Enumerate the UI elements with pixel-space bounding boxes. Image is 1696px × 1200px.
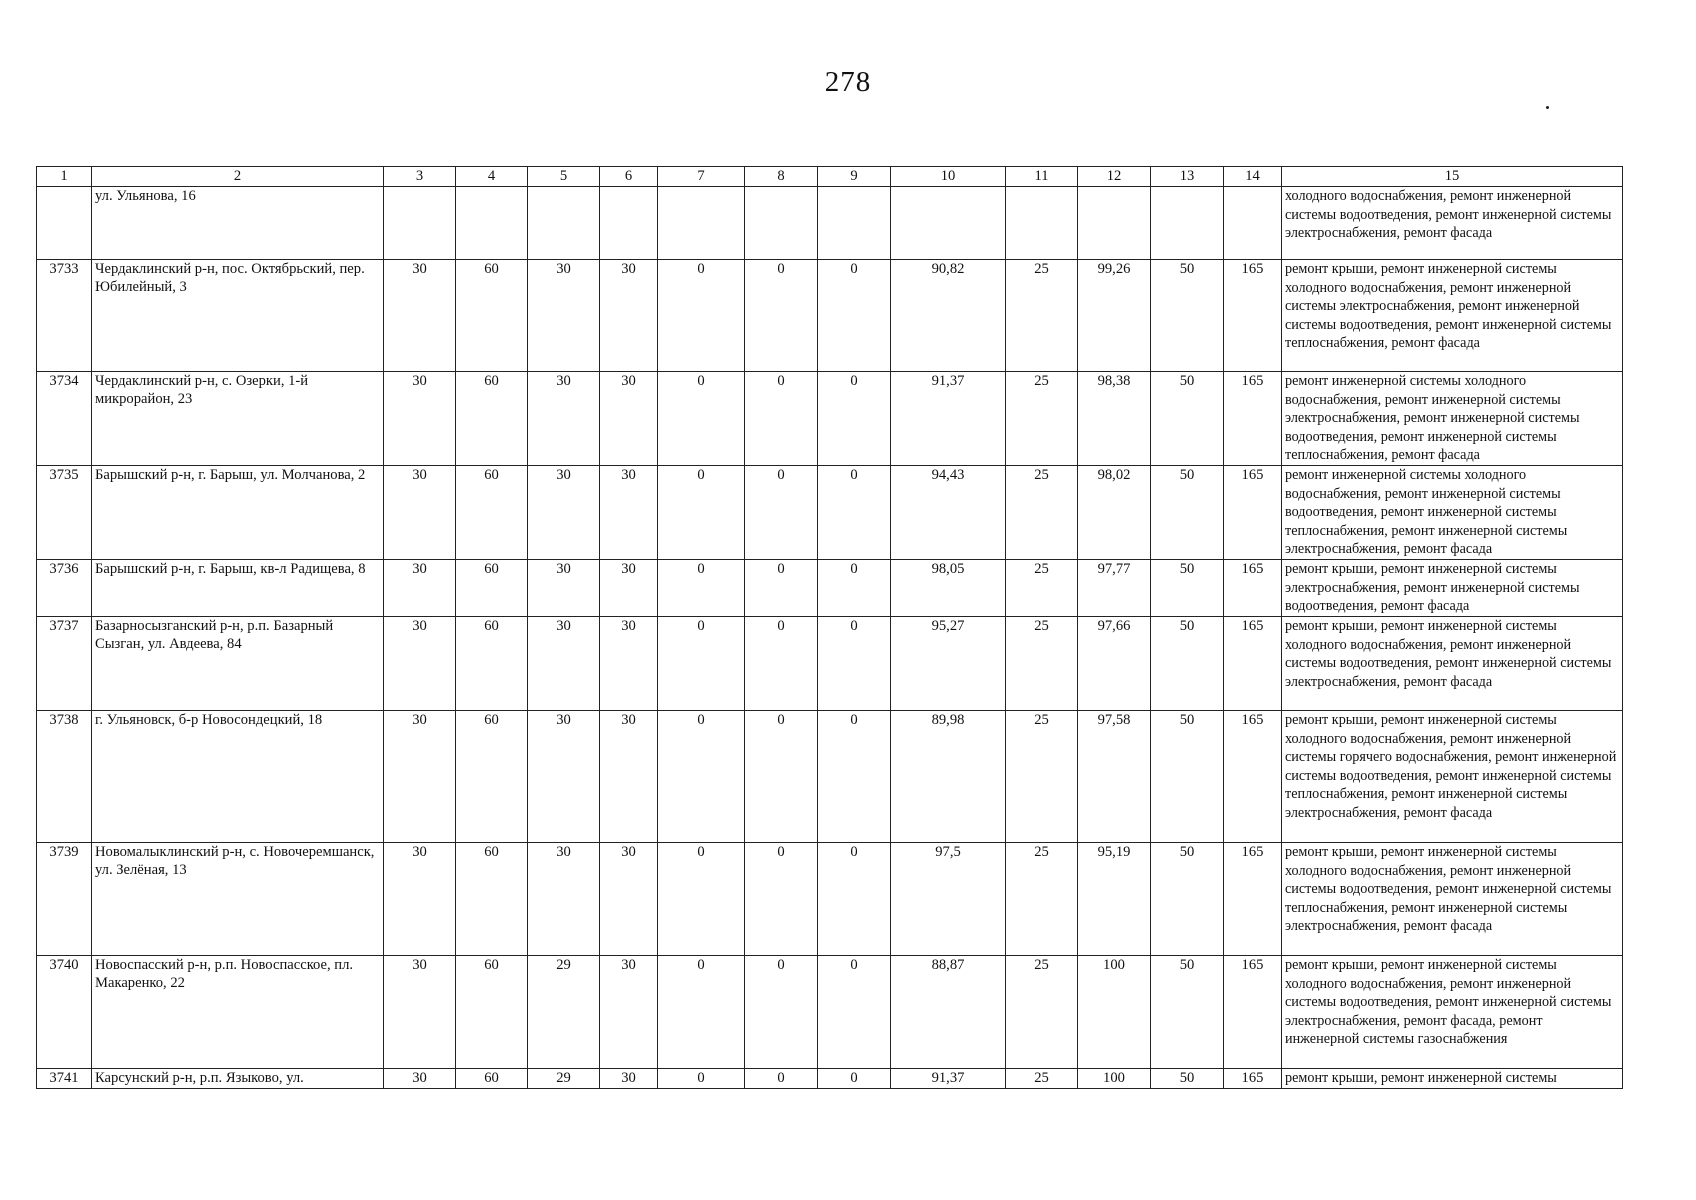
scan-speck bbox=[1546, 106, 1549, 109]
value-cell: 90,82 bbox=[891, 260, 1006, 372]
value-cell bbox=[1151, 187, 1224, 260]
address-cell: Чердаклинский р-н, пос. Октябрьский, пер. Юбилейный, 3 bbox=[92, 260, 384, 372]
works-cell: ремонт крыши, ремонт инженерной системы холодного водоснабжения, ремонт инженерной системы водоотведения, ремонт инженерной системы электроснабжения, ремонт фасада, ремонт инженерной системы газоснабжения bbox=[1282, 956, 1623, 1069]
value-cell bbox=[528, 187, 600, 260]
value-cell: 50 bbox=[1151, 711, 1224, 843]
value-cell: 0 bbox=[658, 560, 745, 617]
value-cell: 30 bbox=[384, 956, 456, 1069]
row-number: 3733 bbox=[37, 260, 92, 372]
value-cell: 165 bbox=[1224, 466, 1282, 560]
value-cell bbox=[384, 187, 456, 260]
value-cell: 25 bbox=[1006, 711, 1078, 843]
value-cell: 0 bbox=[745, 560, 818, 617]
value-cell: 30 bbox=[528, 843, 600, 956]
table-row bbox=[37, 560, 1623, 617]
value-cell: 30 bbox=[528, 372, 600, 466]
column-header: 3 bbox=[384, 167, 456, 187]
address-cell: Базарносызганский р-н, р.п. Базарный Сызган, ул. Авдеева, 84 bbox=[92, 617, 384, 711]
column-header: 2 bbox=[92, 167, 384, 187]
value-cell: 60 bbox=[456, 617, 528, 711]
table-row bbox=[37, 843, 1623, 956]
value-cell: 94,43 bbox=[891, 466, 1006, 560]
value-cell: 50 bbox=[1151, 466, 1224, 560]
value-cell: 30 bbox=[600, 560, 658, 617]
value-cell: 165 bbox=[1224, 956, 1282, 1069]
works-cell: ремонт крыши, ремонт инженерной системы холодного водоснабжения, ремонт инженерной системы электроснабжения, ремонт инженерной системы водоотведения, ремонт инженерной системы теплоснабжения, ремонт фасада bbox=[1282, 260, 1623, 372]
value-cell: 30 bbox=[528, 617, 600, 711]
works-cell: ремонт крыши, ремонт инженерной системы холодного водоснабжения, ремонт инженерной системы водоотведения, ремонт инженерной системы электроснабжения, ремонт фасада bbox=[1282, 617, 1623, 711]
value-cell: 0 bbox=[818, 711, 891, 843]
value-cell: 88,87 bbox=[891, 956, 1006, 1069]
value-cell: 25 bbox=[1006, 617, 1078, 711]
value-cell: 0 bbox=[658, 260, 745, 372]
value-cell: 30 bbox=[600, 1069, 658, 1089]
works-cell: ремонт инженерной системы холодного водоснабжения, ремонт инженерной системы водоотведения, ремонт инженерной системы теплоснабжения, ремонт инженерной системы электроснабжения, ремонт фасада bbox=[1282, 466, 1623, 560]
value-cell: 97,77 bbox=[1078, 560, 1151, 617]
value-cell: 0 bbox=[658, 466, 745, 560]
table-row bbox=[37, 1069, 1623, 1089]
column-header: 9 bbox=[818, 167, 891, 187]
table-row bbox=[37, 711, 1623, 843]
value-cell: 25 bbox=[1006, 466, 1078, 560]
value-cell: 50 bbox=[1151, 260, 1224, 372]
value-cell: 0 bbox=[818, 1069, 891, 1089]
value-cell: 0 bbox=[658, 956, 745, 1069]
value-cell: 60 bbox=[456, 466, 528, 560]
value-cell: 0 bbox=[745, 956, 818, 1069]
row-number: 3740 bbox=[37, 956, 92, 1069]
value-cell: 50 bbox=[1151, 617, 1224, 711]
value-cell: 50 bbox=[1151, 1069, 1224, 1089]
value-cell: 60 bbox=[456, 843, 528, 956]
value-cell: 30 bbox=[384, 372, 456, 466]
value-cell: 0 bbox=[658, 617, 745, 711]
column-header: 15 bbox=[1282, 167, 1623, 187]
value-cell: 30 bbox=[600, 956, 658, 1069]
value-cell bbox=[891, 187, 1006, 260]
value-cell: 60 bbox=[456, 560, 528, 617]
address-cell: Барышский р-н, г. Барыш, кв-л Радищева, 8 bbox=[92, 560, 384, 617]
value-cell: 25 bbox=[1006, 843, 1078, 956]
table-row bbox=[37, 187, 1623, 260]
value-cell: 30 bbox=[528, 260, 600, 372]
value-cell: 30 bbox=[384, 711, 456, 843]
column-header: 5 bbox=[528, 167, 600, 187]
column-number-row bbox=[37, 167, 1623, 187]
value-cell: 60 bbox=[456, 260, 528, 372]
value-cell: 165 bbox=[1224, 617, 1282, 711]
value-cell: 98,05 bbox=[891, 560, 1006, 617]
value-cell: 60 bbox=[456, 1069, 528, 1089]
works-cell: ремонт крыши, ремонт инженерной системы bbox=[1282, 1069, 1623, 1089]
value-cell bbox=[1078, 187, 1151, 260]
works-cell: холодного водоснабжения, ремонт инженерной системы водоотведения, ремонт инженерной системы электроснабжения, ремонт фасада bbox=[1282, 187, 1623, 260]
value-cell: 165 bbox=[1224, 560, 1282, 617]
value-cell: 0 bbox=[818, 843, 891, 956]
value-cell: 0 bbox=[745, 843, 818, 956]
column-header: 1 bbox=[37, 167, 92, 187]
row-number: 3741 bbox=[37, 1069, 92, 1089]
value-cell: 50 bbox=[1151, 843, 1224, 956]
value-cell: 30 bbox=[600, 843, 658, 956]
value-cell: 30 bbox=[384, 466, 456, 560]
value-cell: 60 bbox=[456, 711, 528, 843]
address-cell: г. Ульяновск, б-р Новосондецкий, 18 bbox=[92, 711, 384, 843]
table-row bbox=[37, 372, 1623, 466]
value-cell: 60 bbox=[456, 956, 528, 1069]
value-cell: 97,5 bbox=[891, 843, 1006, 956]
value-cell: 0 bbox=[745, 260, 818, 372]
table-row bbox=[37, 617, 1623, 711]
value-cell: 0 bbox=[658, 711, 745, 843]
value-cell: 30 bbox=[528, 466, 600, 560]
value-cell: 60 bbox=[456, 372, 528, 466]
value-cell: 25 bbox=[1006, 560, 1078, 617]
value-cell: 89,98 bbox=[891, 711, 1006, 843]
value-cell: 30 bbox=[528, 711, 600, 843]
value-cell: 0 bbox=[818, 260, 891, 372]
address-cell: ул. Ульянова, 16 bbox=[92, 187, 384, 260]
value-cell bbox=[456, 187, 528, 260]
value-cell: 50 bbox=[1151, 560, 1224, 617]
column-header: 12 bbox=[1078, 167, 1151, 187]
table-row bbox=[37, 466, 1623, 560]
column-header: 8 bbox=[745, 167, 818, 187]
row-number: 3736 bbox=[37, 560, 92, 617]
value-cell: 100 bbox=[1078, 956, 1151, 1069]
column-header: 13 bbox=[1151, 167, 1224, 187]
row-number: 3735 bbox=[37, 466, 92, 560]
value-cell: 30 bbox=[384, 843, 456, 956]
value-cell: 0 bbox=[818, 466, 891, 560]
value-cell: 0 bbox=[818, 617, 891, 711]
value-cell: 100 bbox=[1078, 1069, 1151, 1089]
value-cell: 30 bbox=[528, 560, 600, 617]
value-cell: 0 bbox=[818, 956, 891, 1069]
value-cell: 30 bbox=[600, 466, 658, 560]
column-header: 4 bbox=[456, 167, 528, 187]
column-header: 7 bbox=[658, 167, 745, 187]
address-cell: Новоспасский р-н, р.п. Новоспасское, пл. Макаренко, 22 bbox=[92, 956, 384, 1069]
page-number: 278 bbox=[824, 66, 872, 98]
works-cell: ремонт крыши, ремонт инженерной системы электроснабжения, ремонт инженерной системы водоотведения, ремонт фасада bbox=[1282, 560, 1623, 617]
value-cell: 91,37 bbox=[891, 372, 1006, 466]
value-cell bbox=[818, 187, 891, 260]
value-cell: 0 bbox=[658, 1069, 745, 1089]
works-cell: ремонт инженерной системы холодного водоснабжения, ремонт инженерной системы электроснабжения, ремонт инженерной системы водоотведения, ремонт инженерной системы теплоснабжения, ремонт фасада bbox=[1282, 372, 1623, 466]
row-number: 3737 bbox=[37, 617, 92, 711]
row-number: 3739 bbox=[37, 843, 92, 956]
value-cell: 165 bbox=[1224, 372, 1282, 466]
value-cell bbox=[1006, 187, 1078, 260]
value-cell: 30 bbox=[600, 711, 658, 843]
value-cell: 30 bbox=[600, 372, 658, 466]
value-cell: 0 bbox=[745, 466, 818, 560]
value-cell: 0 bbox=[658, 372, 745, 466]
value-cell bbox=[745, 187, 818, 260]
value-cell bbox=[1224, 187, 1282, 260]
value-cell: 97,66 bbox=[1078, 617, 1151, 711]
value-cell: 165 bbox=[1224, 1069, 1282, 1089]
value-cell: 30 bbox=[600, 260, 658, 372]
value-cell: 95,19 bbox=[1078, 843, 1151, 956]
value-cell: 25 bbox=[1006, 1069, 1078, 1089]
value-cell: 29 bbox=[528, 956, 600, 1069]
value-cell: 30 bbox=[384, 1069, 456, 1089]
value-cell: 25 bbox=[1006, 260, 1078, 372]
value-cell: 99,26 bbox=[1078, 260, 1151, 372]
value-cell bbox=[658, 187, 745, 260]
value-cell: 0 bbox=[658, 843, 745, 956]
address-cell: Новомалыклинский р-н, с. Новочеремшанск, ул. Зелёная, 13 bbox=[92, 843, 384, 956]
value-cell bbox=[600, 187, 658, 260]
value-cell: 30 bbox=[600, 617, 658, 711]
value-cell: 30 bbox=[384, 617, 456, 711]
value-cell: 165 bbox=[1224, 260, 1282, 372]
works-cell: ремонт крыши, ремонт инженерной системы холодного водоснабжения, ремонт инженерной системы водоотведения, ремонт инженерной системы теплоснабжения, ремонт инженерной системы электроснабжения, ремонт фасада bbox=[1282, 843, 1623, 956]
value-cell: 50 bbox=[1151, 372, 1224, 466]
address-cell: Чердаклинский р-н, с. Озерки, 1-й микрорайон, 23 bbox=[92, 372, 384, 466]
value-cell: 98,02 bbox=[1078, 466, 1151, 560]
row-number bbox=[37, 187, 92, 260]
column-header: 10 bbox=[891, 167, 1006, 187]
value-cell: 98,38 bbox=[1078, 372, 1151, 466]
address-cell: Карсунский р-н, р.п. Языково, ул. bbox=[92, 1069, 384, 1089]
value-cell: 0 bbox=[745, 372, 818, 466]
value-cell: 30 bbox=[384, 560, 456, 617]
value-cell: 95,27 bbox=[891, 617, 1006, 711]
value-cell: 25 bbox=[1006, 372, 1078, 466]
table-row bbox=[37, 260, 1623, 372]
value-cell: 0 bbox=[745, 1069, 818, 1089]
works-cell: ремонт крыши, ремонт инженерной системы холодного водоснабжения, ремонт инженерной системы горячего водоснабжения, ремонт инженерной системы водоотведения, ремонт инженерной системы теплоснабжения, ремонт инженерной системы электроснабжения, ремонт фасада bbox=[1282, 711, 1623, 843]
value-cell: 29 bbox=[528, 1069, 600, 1089]
address-cell: Барышский р-н, г. Барыш, ул. Молчанова, 2 bbox=[92, 466, 384, 560]
value-cell: 50 bbox=[1151, 956, 1224, 1069]
value-cell: 30 bbox=[384, 260, 456, 372]
row-number: 3738 bbox=[37, 711, 92, 843]
value-cell: 0 bbox=[818, 560, 891, 617]
row-number: 3734 bbox=[37, 372, 92, 466]
column-header: 11 bbox=[1006, 167, 1078, 187]
value-cell: 165 bbox=[1224, 711, 1282, 843]
register-table bbox=[36, 166, 1623, 1089]
column-header: 14 bbox=[1224, 167, 1282, 187]
value-cell: 0 bbox=[745, 711, 818, 843]
value-cell: 0 bbox=[818, 372, 891, 466]
value-cell: 91,37 bbox=[891, 1069, 1006, 1089]
value-cell: 25 bbox=[1006, 956, 1078, 1069]
table-row bbox=[37, 956, 1623, 1069]
value-cell: 165 bbox=[1224, 843, 1282, 956]
value-cell: 0 bbox=[745, 617, 818, 711]
value-cell: 97,58 bbox=[1078, 711, 1151, 843]
column-header: 6 bbox=[600, 167, 658, 187]
